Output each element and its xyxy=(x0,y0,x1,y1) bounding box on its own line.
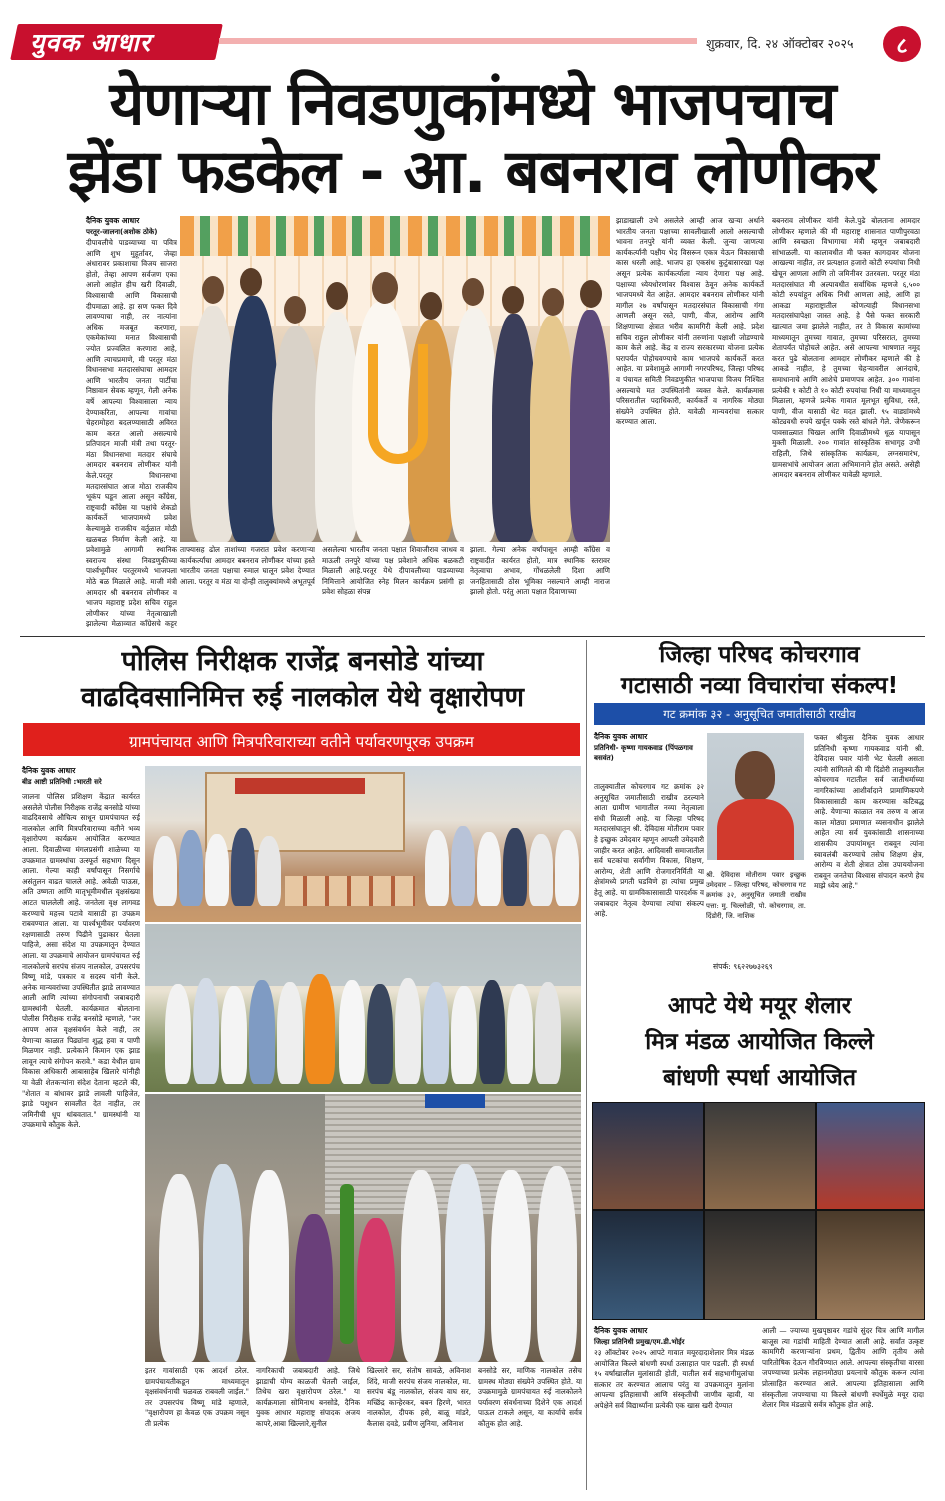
story4-headline-line2: मित्र मंडळ आयोजित किल्ले xyxy=(645,1029,874,1055)
story3-body: तालुक्यातील कोचरगाव गट क्रमांक ३२ अनुसूचित जमातीसाठी राखीव ठरल्याने आता ग्रामीण भागातील नव्या नेतृत्वाला संधी मिळाली आहे. या जिल्हा परिषद मतदारसंघातून श्री. देविदास मोतीराम पवार हे इच्छुक उमेदवार म्हणून आपली उमेदवारी जाहीर करत आहेत. आदिवासी समाजातील सर्व घटकांचा सर्वांगीण विकास, शिक्षण, आरोग्य, शेती आणि रोजगारनिर्मिती या क्षेत्रांमध्ये प्रगती घडविणे हा त्यांचा प्रमुख हेतू आहे. या ग्रामविकासासाठी पारदर्शक व जबाबदार नेतृत्व देण्याचा त्यांचा संकल्प आहे. xyxy=(594,782,704,919)
collage-photo-4 xyxy=(593,1211,703,1319)
masthead-logo-text: युवक आधार xyxy=(30,28,151,57)
bunting-flags xyxy=(180,216,610,256)
masthead-date: शुक्रवार, दि. २४ ऑक्टोबर २०२५ xyxy=(706,36,854,51)
portrait-head xyxy=(735,751,775,801)
story2-caption-2: नागरिकाची जबाबदारी आहे. जिथे झाडाची योग्य काळजी घेतली जाईल, तिथेच खरा वृक्षारोपण ठरेल." या कार्यक्रमाला सोमिनाथ बनसोडे, दैनिक युवक आधार महाराष्ट्र संपादक अजय कापरे,आबा खिल्लारे,सुनील xyxy=(256,1366,360,1428)
candidate-contact: संपर्क: ९६२२७७३२६९ xyxy=(713,962,773,971)
story4-col2: आली — ज्याच्या मुखपृष्ठावर गडांचे सुंदर चित्र आणि मागील बाजूस त्या गडांची माहिती देण्यात आली आहे. सर्वांत उत्कृष्ट कामगिरी करणाऱ्यांना प्रथम, द्वितीय आणि तृतीय असे पारितोषिक देऊन गौरविण्यात आले. आपल्या संस्कृतीचा वारसा जपण्याच्या प्रत्येक लहानमोठ्या प्रयत्नाचे कौतुक करून त्यांना प्रोत्साहित करण्यात आले. आपल्या इतिहासाला आणि संस्कृतीला जपण्याचा या किल्ले बांधणी स्पर्धेमुळे मयूर दादा शेलार मित्र मंडळाचे सर्वत्र कौतुक होत आहे. xyxy=(762,1326,924,1410)
masthead-rule xyxy=(219,38,697,44)
story3-headline-line2: गटासाठी नव्या विचारांचा संकल्प! xyxy=(620,673,899,699)
page-number: ८ xyxy=(896,34,908,59)
story4-headline-line1: आपटे येथे मयूर शेलार xyxy=(667,993,852,1019)
story4-headline-line3: बांधणी स्पर्धा आयोजित xyxy=(663,1065,856,1091)
collage-photo-1 xyxy=(593,1103,703,1209)
lead-photo-caption-3: झाला. गेल्या अनेक वर्षांपासून आम्ही काँग्रेस व राष्ट्रवादीत कार्यरत होतो, मात्र स्थानिक स्तरावर नेतृत्वाचा अभाव, गोंधळलेली दिशा आणि जनहितासाठी ठोस भूमिका नसल्याने आम्ही नाराज झालो होतो. परंतु आता पक्षात दिवाणाच्या xyxy=(470,545,610,596)
story3-headline-line1: जिल्हा परिषद कोचरगाव xyxy=(659,642,860,668)
portrait-shirt xyxy=(717,799,794,860)
story2-headline-line2: वाढदिवसानिमित्त रुई नालकोल येथे वृक्षारोपण xyxy=(80,682,525,713)
lead-photo-caption-1: ताफ्यासह ढोल ताशांच्या गजरात प्रवेश करणाऱ्या कार्यकर्त्यांचा आमदार बबनराव लोणीकर यांच्या हस्ते भारतीय जनता पक्षाचा रुमाल घालून प्रवेश देण्यात आला. परतूर व मंठा या दोन्ही तालुक्यांमध्ये अभूतपूर्व xyxy=(180,545,315,586)
collage-photo-6 xyxy=(817,1211,924,1319)
candidate-caption: श्री. देविदास मोतीराम पवार इच्छुक उमेदवार – जिल्हा परिषद, कोचरगाव गट क्रमांक ३२, अनुसूचित जमाती राखीव पत्ता: मु. चिल्लोळी, पो. कोचरगाव, ता. दिंडोरी, जि. नाशिक xyxy=(706,871,806,920)
story3-banner-text: गट क्रमांक ३२ - अनुसूचित जमातीसाठी राखीव xyxy=(663,707,856,721)
collage-photo-2 xyxy=(705,1103,815,1209)
story3-dateline: प्रतिनिधी- कृष्णा गायकवाड (पिंपळगाव बसवंत) xyxy=(594,743,693,762)
lead-photo-caption-2: असलेल्या भारतीय जनता पक्षात शिवाजीराव जाधव व माऊली तनपुरे यांच्या पक्ष प्रवेशाने अधिक बळकटी मिळाली आहे.परतूर येथे दीपावलीच्या पाडव्याच्या निमित्ताने आयोजित स्नेह मिलन कार्यक्रम प्रसंगी हा प्रवेश सोहळा संपन्न xyxy=(322,545,464,596)
lead-col4: बबनराव लोणीकर यांनी केले.पुढे बोलताना आमदार लोणीकर म्हणाले की मी महाराष्ट्र शासनात पाणीपुरवठा आणि स्वच्छता विभागाचा मंत्री म्हणून जबाबदारी सांभाळली. या कालावधीत मी फक्त कागदावर योजना आखल्या नाहीत, तर प्रत्यक्षात हजारो कोटी रुपयांचा निधी खेचून आणला आणि तो जमिनीवर उतरवला. परतूर मंठा मतदारसंघात मी अल्पावधीत सर्वाधिक म्हणजे ६,५०० कोटी रुपयांहून अधिक निधी आणला आहे, आणि हा आकडा महाराष्ट्रातील कोणत्याही विधानसभा मतदारसंघापेक्षा जास्त आहे. हे पैसे फक्त सरकारी खात्यात जमा झालेले नाहीत, तर ते विकास कामांच्या माध्यमातून तुमच्या गावात, तुमच्या परिसरात, तुमच्या शेतापर्यंत पोहोचले आहेत. असे आपल्या भाषणात नमूद करत पुढे बोलताना आमदार लोणीकर म्हणाले की हे आकडे नाहीत, हे तुमच्या चेहऱ्यावरील आनंदाचे, समाधानाचे आणि आशेचे प्रमाणपत्र आहेत. ३०० गावांना प्रत्येकी १ कोटी ते १० कोटी रुपयांचा निधी या माध्यमातून मिळाला, म्हणजे प्रत्येक गावात मूलभूत सुविधा, रस्ते, पाणी, वीज यासाठी थेट मदत झाली. ९५ वाड्यांमध्ये कोट्यवधी रुपये खर्चून पक्के रस्ते बांधले गेले. जेणेकरून पावसाळ्यात चिखल आणि दिवाळीमध्ये धूळ यापासून मुक्ती मिळाली. २०० गावांत सांस्कृतिक सभागृह उभी राहिली, जिथे सांस्कृतिक कार्यक्रम, लग्नसमारंभ, ग्रामसभांचे आयोजन आता अभिमानाने होत असते. असेही आमदार बबनराव लोणीकर यावेळी म्हणाले. xyxy=(772,216,920,480)
story2-photo-middle xyxy=(145,924,581,1092)
sapling xyxy=(340,1184,354,1344)
candidate-portrait xyxy=(707,733,804,860)
school-sign xyxy=(235,778,365,794)
story3-byline-paper: दैनिक युवक आधार xyxy=(594,732,648,741)
section-divider xyxy=(20,636,925,637)
collage-photo-5 xyxy=(705,1211,815,1319)
story2-photo-top xyxy=(145,766,581,922)
story2-dateline: बीड आष्टी प्रतिनिधी :भारती सरे xyxy=(22,777,102,786)
village-house xyxy=(145,924,581,986)
story2-byline xyxy=(22,766,140,787)
story4-byline-paper: दैनिक युवक आधार xyxy=(594,1326,648,1335)
story2-body: जालना पोलिस प्रशिक्षण केंद्रात कार्यरत असलेले पोलीस निरीक्षक राजेंद्र बनसोडे यांच्या वाढदिवसाचे औचित्य साधून ग्रामपंचायत रुई नालकोल आणि मित्रपरिवाराच्या वतीने भव्य वृक्षारोपण कार्यक्रम आयोजित करण्यात आला. दिवाळीच्या मंगलप्रसंगी शाळेच्या या उपक्रमात ग्रामस्थांचा उत्स्फूर्त सहभाग दिसून आला. गेल्या काही वर्षांपासून निसर्गाचे असंतुलन वाढत चालले आहे. अवेळी पाऊस, अति उष्णता आणि मातृभूमीमधील वृक्षसंख्या आटत चाललेली आहे. जनतेला वृक्ष लागवड करण्याचे महत्त्व पटावे यासाठी हा उपक्रम राबवण्यात आला. या पार्श्वभूमीवर पर्यावरण रक्षणासाठी तरुण पिढीने पुढाकार घेतला पाहिजे, असा संदेश या उपक्रमातून देण्यात आला. या उपक्रमाचे आयोजन ग्रामपंचायत रुई नालकोलचे सरपंच संजय नालकोल, उपसरपंच विष्णू मांडे, पत्रकार व सदस्य यांनी केले. अनेक मान्यवरांच्या उपस्थितीत झाडे लावण्यात आली आणि त्यांच्या संगोपनाची जबाबदारी ग्रामस्थांनी घेतली. कार्यक्रमात बोलताना पोलीस निरीक्षक राजेंद्र बनसोडे म्हणाले, "जर आपण आज वृक्षसंवर्धन केले नाही, तर येणाऱ्या काळात पिढ्यांना शुद्ध हवा व पाणी मिळणार नाही. प्रत्येकाने किमान एक झाड लावून त्याचे संगोपन करावे." कडा येथील ग्राम विकास अधिकारी आबासाहेब खिलारे यांनीही या वेळी शेतकऱ्यांना संदेश देताना म्हटले की, "शेतात व बांधावर झाडे लावली पाहिजेत, झाडे पशुधन सावलीत देत नाहीत, तर जमिनीची धूप थांबवतात." ग्रामस्थांनी या उपक्रमाचे कौतुक केले. xyxy=(22,792,140,1130)
story2-caption-4: बनसोडे सर, माणिक नालकोल तसेच ग्रामस्थ मोठ्या संख्येने उपस्थित होते. या उपक्रमामुळे ग्रामपंचायत रुई नालकोलने पर्यावरण संवर्धनाच्या दिशेने एक आदर्श पाऊल टाकले असून, या कार्याचे सर्वत्र कौतुक होत आहे. xyxy=(478,1366,582,1428)
story4-byline xyxy=(594,1326,754,1347)
lead-dateline: परतूर-जालना(अशोक ठोके) xyxy=(86,227,158,236)
bank-sign xyxy=(425,1094,485,1108)
lead-headline-line1: येणाऱ्या निवडणुकांमध्ये भाजपचाच xyxy=(109,69,836,139)
story4-dateline: जिल्हा प्रतिनिधी प्रमुख/एम.डी.भोईर xyxy=(594,1337,685,1346)
masthead xyxy=(14,24,931,64)
story2-byline-paper: दैनिक युवक आधार xyxy=(22,766,76,775)
story4-headline xyxy=(592,988,927,1096)
lead-photo xyxy=(180,216,610,542)
story2-caption-3: खिल्लारे सर, संतोष सावळे, अविनाश शिंदे, माजी सरपंच संजय नालकोल, मा. सरपंच बंडू नालकोल, संजय वाघ सर, मच्छिंद्र कान्हेरकर, बबन हिरणे, भारत नालकोल, दीपक हसे, बाळू मांडरे, कैलास दवडे, प्रवीण लुनिया, अविनाश xyxy=(367,1366,471,1428)
story2-photo-bottom xyxy=(145,1094,581,1362)
lead-byline xyxy=(86,216,182,237)
lead-headline xyxy=(20,70,925,206)
lead-byline-paper: दैनिक युवक आधार xyxy=(86,216,140,225)
story3-col2: फक्त श्रीयुत्स दैनिक युवक आधार प्रतिनिधी कृष्णा गायकवाड यांनी श्री. देविदास पवार यांनी भेट घेतली असता त्यांनी सांगितले की मी दिंडोरी तालुक्यातील कोचरगाव गटातील सर्व जातीधर्माच्या नागरिकांच्या आशीर्वादाने प्रामाणिकपणे विकासासाठी काम करण्यास कटिबद्ध आहे. येणाऱ्या काळात नव तरुण व आज काल मोठ्या प्रमाणात व्यसनाधीन झालेले आहेत त्या सर्व युवकांसाठी शासनाच्या शासकीय उपायांमधून राबवून त्यांना स्वावलंबी करण्याचे तसेच शिक्षण क्षेत्र, आरोग्य व शेती क्षेत्रात ठोस उपाययोजना राबवून जनतेचा विश्वास संपादन करणे हेच माझे ध्येय आहे." xyxy=(814,733,924,891)
story2-banner-text: ग्रामपंचायत आणि मित्रपरिवाराच्या वतीने पर्यावरणपूरक उपक्रम xyxy=(129,733,474,751)
courtyard-pattern xyxy=(285,876,415,906)
column-divider xyxy=(586,640,587,1490)
story2-caption-1: इतर गावांसाठी एक आदर्श ठरेल. ग्रामपंचायतीकडून माध्यमातून वृक्षसंवर्धनाची चळवळ राबवली जाईल." तर उपसरपंच विष्णू मांडे म्हणाले, "वृक्षारोपण हा केवळ एक उपक्रम नसून ती प्रत्येक xyxy=(145,1366,249,1428)
collage-photo-3 xyxy=(817,1103,924,1209)
story3-byline xyxy=(594,732,706,764)
story2-headline xyxy=(20,644,585,716)
story3-headline xyxy=(592,640,927,702)
lead-col1: दीपावलीचे पाडव्याच्या या पवित्र आणि शुभ मुहूर्तावर, जेव्हा अंधारावर प्रकाशाचा विजय साजरा होतो, तेव्हा आपण सर्वजण एका आलो आहोत हीच खरी दिवाळी, विश्वासाची आणि विकासाची दीपमाळा आहे. हा सण फक्त दिवे लावण्याचा नाही, तर नात्यांना अधिक मजबूत करणारा, एकमेकांच्या मनात विश्वासाची ज्योत प्रज्वलित करणारा आहे, आणि त्याचप्रमाणे, मी परतूर मंठा विधानसभा मतदारसंघाचा आमदार आणि भारतीय जनता पार्टीचा निष्ठावान सेवक म्हणून, गेली अनेक वर्षे आपल्या विश्वासाला न्याय देण्याकरिता, आपल्या गावांचा चेहरामोहरा बदलण्यासाठी अविरत काम करत आलो असल्याचे प्रतिपादन माजी मंत्री तथा परतूर-मंठा विधानसभा मतदार संघाचे आमदार बबनराव लोणीकर यांनी केले.परतूर विधानसभा मतदारसंघात आज मोठा राजकीय भूकंप घडून आला असून काँग्रेस, राष्ट्रवादी काँग्रेस या पक्षांचे शेकडो कार्यकर्ते भाजपामध्ये प्रवेश केल्यामुळे राजकीय वर्तुळात मोठी खळबळ निर्माण केली आहे. या प्रवेशामुळे आगामी स्थानिक स्वराज्य संस्था निवडणुकीच्या पार्श्वभूमीवर परतूरमध्ये भाजपला मोठे बळ मिळाले आहे. माजी मंत्री आमदार श्री बबनराव लोणीकर व भाजप महाराष्ट्र प्रदेश सचिव राहुल लोणीकर यांच्या नेतृत्वाखाली झालेल्या मेळाव्यात काँग्रेसचे कट्टर xyxy=(86,238,177,629)
lead-headline-line2: झेंडा फडकेल - आ. बबनराव लोणीकर xyxy=(67,137,878,207)
garland xyxy=(368,344,428,464)
lead-col3: झाडाखाली उभे असलेले आम्ही आज खऱ्या अर्थाने भारतीय जनता पक्षाच्या सावलीखाली आलो असल्याची भावना तनपुरे यांनी व्यक्त केली. जुन्या जाणत्या कार्यकर्त्यांनी पक्षीय भेद विसरून एकत्र येऊन विकासाची कास धरली आहे. भाजप हा एकसंध कुटुंबासारखा पक्ष असून प्रत्येक कार्यकर्त्याला न्याय देणारा पक्ष आहे. पक्षाच्या ध्येयधोरणांवर विश्वास ठेवून अनेक कार्यकर्ते भाजपमध्ये येत आहेत. आमदार बबनराव लोणीकर यांनी मागील २७ वर्षांपासून मतदारसंघात विकासाची गंगा आणली असून रस्ते, पाणी, वीज, आरोग्य आणि शिक्षणाच्या क्षेत्रात भरीव कामगिरी केली आहे. प्रदेश सचिव राहुल लोणीकर यांनी तरुणांना पक्षाशी जोडण्याचे काम केले आहे. केंद्र व राज्य सरकारच्या योजना प्रत्येक घरापर्यंत पोहोचवण्याचे काम भाजपचे कार्यकर्ते करत आहेत. या प्रवेशामुळे आगामी नगरपरिषद, जिल्हा परिषद व पंचायत समिती निवडणुकीत भाजपाचा विजय निश्चित असल्याचे मत उपस्थितांनी व्यक्त केले. कार्यक्रमास परिसरातील पदाधिकारी, कार्यकर्ते व नागरिक मोठ्या संख्येने उपस्थित होते. यावेळी मान्यवरांचा सत्कार करण्यात आला. xyxy=(616,216,764,427)
story4-col1: २३ ऑक्टोबर २०२५ आपटे गावात मयूरदादाशेलार मित्र मंडळ आयोजित किल्ले बांधणी स्पर्धा उत्साहात पार पडली. ही स्पर्धा १५ वर्षांखालील मुलांसाठी होती, यातील सर्व सहभागीमुलांचा सत्कार तर करण्यात आलाच परंतु या उपक्रमातून मुलांना आपल्या इतिहासाची आणि संस्कृतीची जाणीव व्हावी, या अपेक्षेने सर्व विद्यार्थ्यांना प्रत्येकी एक खास खरी देण्यात xyxy=(594,1348,754,1410)
story2-headline-line1: पोलिस निरीक्षक राजेंद्र बनसोडे यांच्या xyxy=(121,646,484,677)
story4-collage xyxy=(592,1102,925,1320)
